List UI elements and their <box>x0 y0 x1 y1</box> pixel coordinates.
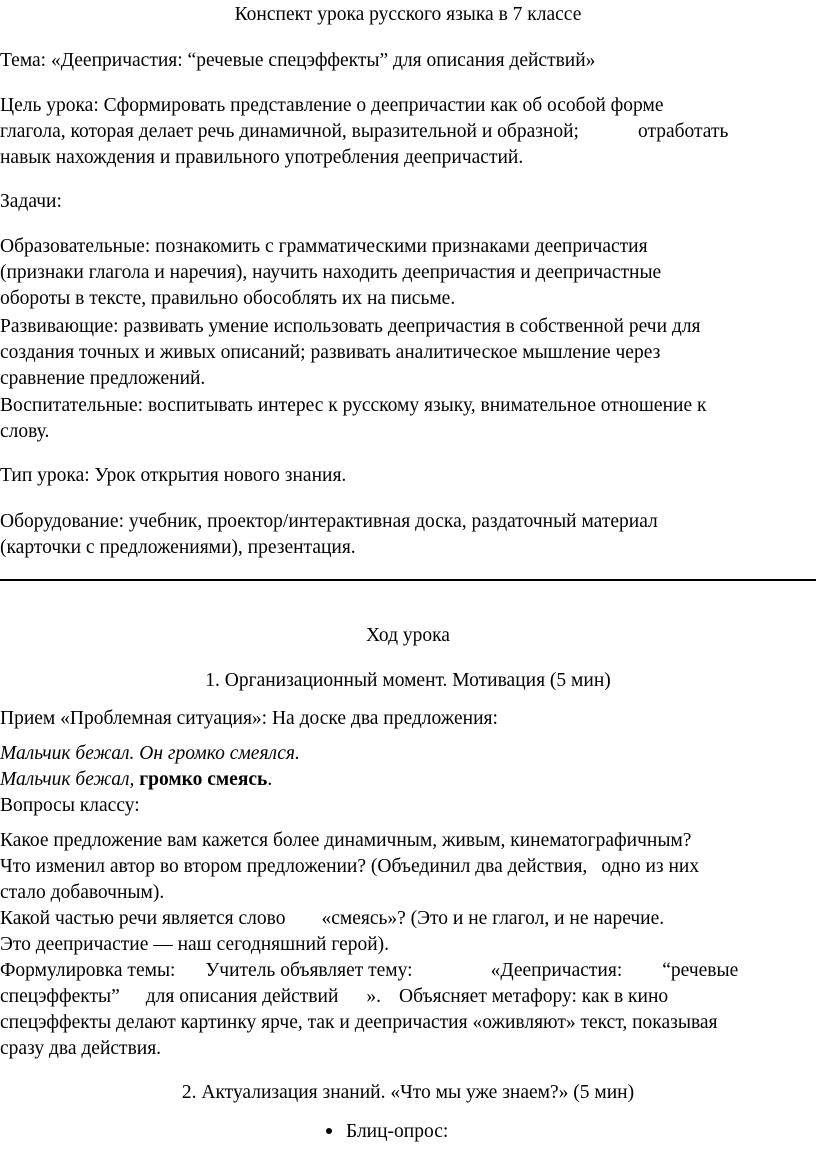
questions-label: Вопросы классу: <box>0 795 140 816</box>
question-2-line-1 <box>0 854 699 880</box>
technique-line: Прием «Проблемная ситуация»: На доске два предложения: <box>0 708 498 729</box>
document-title: Конспект урока русского языка в 7 классе <box>234 4 582 25</box>
example-sentence-2-participle: громко смеясь <box>139 769 268 790</box>
formulation-topic-middle: спецэффекты” <box>0 986 120 1007</box>
example-sentence-2-start: Мальчик бежал, <box>0 769 135 790</box>
educational-line-1: Образовательные: познакомить с грамматическими признаками деепричастия <box>0 236 648 257</box>
developmental-line-2: создания точных и живых описаний; развивать аналитическое мышление через <box>0 342 661 363</box>
formulation-line-2 <box>0 984 668 1010</box>
formulation-line-3: спецэффекты делают картинку ярче, так и деепричастия «оживляют» текст, показывая <box>0 1012 718 1033</box>
question-3-word: «смеясь»? (Это и не глагол, и не наречие. <box>321 908 665 929</box>
formulation-teacher: Учитель объявляет тему: <box>205 960 413 981</box>
goal-line-2-end: отработать <box>637 121 729 142</box>
equipment-line-1: Оборудование: учебник, проектор/интерактивная доска, раздаточный материал <box>0 511 658 532</box>
upbringing-line-2: слову. <box>0 421 50 442</box>
goal-line-1: Цель урока: Сформировать представление о деепричастии как об особой форме <box>0 95 664 116</box>
formulation-topic-close: ». <box>366 986 382 1007</box>
formulation-topic-start: «Деепричастия: <box>490 960 623 981</box>
goal-line-2-text: глагола, которая делает речь динамичной, выразительной и образной; <box>0 121 579 142</box>
educational-line-3: обороты в тексте, правильно обособлять их на письме. <box>0 288 456 309</box>
example-sentence-2 <box>0 767 272 793</box>
step-2-heading: 2. Актуализация знаний. «Что мы уже знаем?» (5 мин) <box>181 1082 635 1103</box>
lesson-type: Тип урока: Урок открытия нового знания. <box>0 465 347 486</box>
horizontal-rule <box>0 579 816 581</box>
question-3-line-2: Это деепричастие — наш сегодняшний герой). <box>0 934 390 955</box>
example-sentence-2-end: . <box>267 769 273 790</box>
bullet-icon <box>326 1128 332 1134</box>
formulation-topic-quote: “речевые <box>662 960 739 981</box>
bullet-item-1 <box>326 1119 448 1145</box>
upbringing-line-1: Воспитательные: воспитывать интерес к русскому языку, внимательное отношение к <box>0 395 707 416</box>
step-1-heading: 1. Организационный момент. Мотивация (5 мин) <box>205 670 611 691</box>
tasks-label: Задачи: <box>0 191 62 212</box>
equipment-line-2: (карточки с предложениями), презентация. <box>0 537 356 558</box>
developmental-line-3: сравнение предложений. <box>0 368 206 389</box>
topic-line: Тема: «Деепричастия: “речевые спецэффекты” для описания действий» <box>0 50 596 71</box>
question-3-text: Какой частью речи является слово <box>0 908 286 929</box>
goal-line-2 <box>0 119 728 145</box>
question-3-line-1 <box>0 906 664 932</box>
progress-heading: Ход урока <box>366 625 450 646</box>
bullet-item-1-text: Блиц-опрос: <box>346 1121 449 1142</box>
formulation-label: Формулировка темы: <box>0 960 176 981</box>
question-2-text: Что изменил автор во втором предложении? (Объединил два действия, <box>0 856 588 877</box>
question-1: Какое предложение вам кажется более динамичным, живым, кинематографичным? <box>0 830 692 851</box>
formulation-metaphor: Объясняет метафору: как в кино <box>399 986 669 1007</box>
formulation-line-1 <box>0 958 738 984</box>
example-sentence-1: Мальчик бежал. Он громко смеялся. <box>0 743 300 764</box>
question-2-end: одно из них <box>601 856 700 877</box>
question-2-line-2: стало добавочным). <box>0 882 165 903</box>
developmental-line-1: Развивающие: развивать умение использовать деепричастия в собственной речи для <box>0 316 701 337</box>
formulation-line-4: сразу два действия. <box>0 1038 162 1059</box>
educational-line-2: (признаки глагола и наречия), научить находить деепричастия и деепричастные <box>0 262 662 283</box>
formulation-topic-end: для описания действий <box>145 986 339 1007</box>
goal-line-3: навык нахождения и правильного употребления деепричастий. <box>0 147 524 168</box>
